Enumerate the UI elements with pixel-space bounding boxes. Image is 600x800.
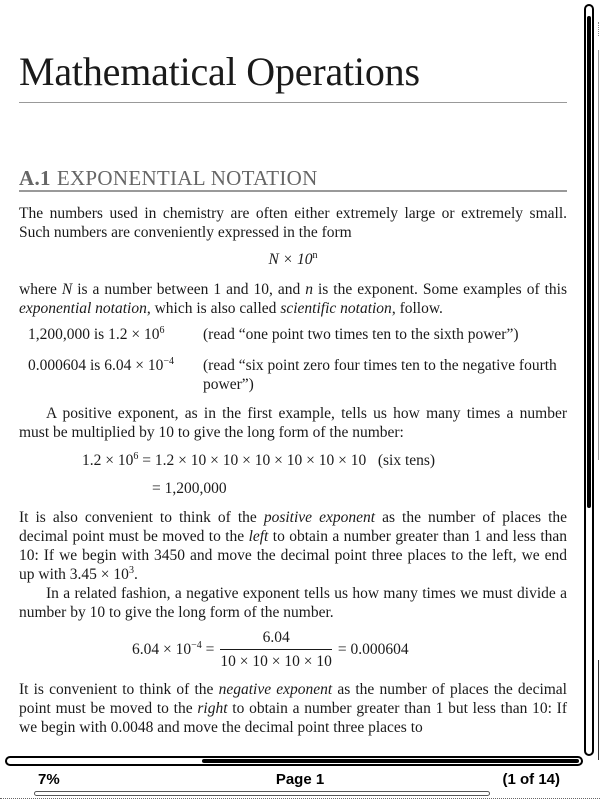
vertical-scroll-thumb[interactable] (587, 16, 591, 508)
current-page-label: Page 1 (275, 771, 325, 788)
chapter-title: Mathematical Operations (19, 49, 420, 94)
page-count: (1 of 14) (502, 771, 560, 788)
fraction-denominator: 10 × 10 × 10 × 10 (220, 653, 332, 670)
progress-track[interactable] (34, 791, 490, 796)
formula-general (0, 251, 586, 269)
page-edge (598, 50, 599, 460)
horizontal-scroll-thumb[interactable] (202, 759, 579, 763)
paragraph-negative-exponent: In a related fashion, a negative exponent tells us how many times we must divide a number by 10 to give the long form of the number. (19, 585, 567, 621)
example-2-lhs: 0.000604 is $6.04 \times 10^{-4}$ (28, 356, 174, 374)
example-1-reading: (read “one point two times ten to the sixth power”) (203, 326, 519, 343)
paragraph-intro: The numbers used in chemistry are often either extremely large or extremely small. Such numbers are conveniently expressed in the form (19, 205, 567, 241)
paragraph-negative-places: It is convenient to think of the negative exponent as the number of places the decimal point must be moved to the right to obtain a number greater than 1 but less than 10: If we begin with 0.0048 and move the decimal point three places to (19, 681, 567, 736)
equation-fraction: $6.04 \times 10^{-4}$ = $\frac{6.04}{10 \times 10 \times 10 \times 10}$ = 0.000604 (132, 629, 409, 670)
equation-result: = 1,200,000 (152, 480, 227, 497)
fraction-numerator: 6.04 (220, 628, 331, 650)
fraction (220, 628, 331, 671)
formula-exponent: n (312, 250, 318, 261)
page-edge-lower (598, 660, 599, 760)
example-2-reading: (read “six point zero four times ten to the negative fourth power”) (203, 357, 557, 393)
section-heading (19, 166, 318, 191)
horizontal-scrollbar[interactable] (5, 756, 583, 766)
title-divider (19, 102, 567, 103)
section-divider (19, 190, 567, 192)
formula-base: N × 10 (268, 251, 313, 268)
paragraph-positive-places: It is also convenient to think of the positive exponent as the number of places the decimal point must be moved to the left to obtain a number greater than 1 and less than 10: If we begin with 3450 and move the decimal point three places to the left, we end up with $3.45 \times 10^3$. (19, 509, 568, 583)
status-bar (0, 770, 600, 790)
paragraph-definition: where N is a number between 1 and 10, and n is the exponent. Some examples of this exponential notation, which is also called scientific notation, follow. (19, 281, 567, 317)
vertical-scrollbar[interactable] (584, 4, 594, 756)
reading-progress-percent: 7% (38, 771, 60, 788)
section-number: A.1 (19, 166, 51, 190)
section-title: EXPONENTIAL NOTATION (56, 166, 318, 190)
equation-expansion: $1.2 \times 10^6 = 1.2 \times 10 \times 10 \times 10 \times 10 \times 10 \times 10$ (six tens) (82, 451, 436, 469)
example-1-lhs: 1,200,000 is $1.2 \times 10^6$ (28, 325, 165, 343)
paragraph-positive-exponent: A positive exponent, as in the first example, tells us how many times a number must be multiplied by 10 to give the long form of the number: (19, 405, 567, 441)
